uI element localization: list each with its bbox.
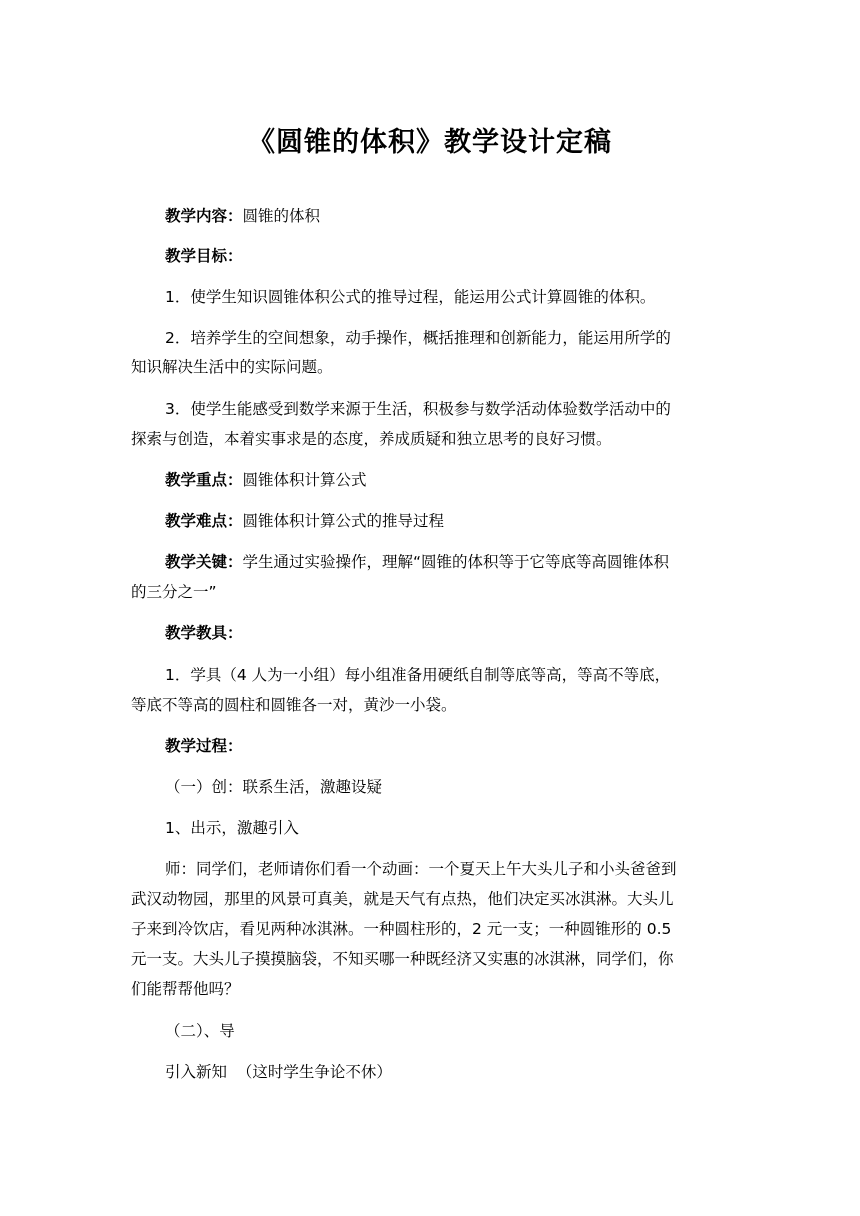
- focus-line: [165, 469, 765, 491]
- process-label: 教学过程：: [165, 737, 243, 755]
- key-line-1: [165, 551, 765, 573]
- story-line-2: 武汉动物园，那里的风景可真美，就是天气有点热，他们决定买冰淇淋。大头儿: [131, 890, 674, 908]
- difficulty-line: [165, 510, 765, 532]
- objective-2-line-2: 知识解决生活中的实际问题。: [131, 358, 333, 376]
- key-label: 教学关键：: [165, 553, 243, 571]
- tools-line-2: 等底不等高的圆柱和圆锥各一对，黄沙一小袋。: [131, 696, 457, 714]
- content-value: 圆锥的体积: [242, 207, 321, 225]
- content-line: [165, 205, 765, 227]
- difficulty-value: 圆锥体积计算公式的推导过程: [242, 512, 445, 530]
- story-line-3: 子来到冷饮店，看见两种冰淇淋。一种圆柱形的，2 元一支；一种圆锥形的 0.5: [131, 920, 672, 938]
- focus-value: 圆锥体积计算公式: [242, 471, 367, 489]
- story-line-4: 元一支。大头儿子摸摸脑袋，不知买哪一种既经济又实惠的冰淇淋，同学们，你: [131, 950, 674, 968]
- story-line-1: 师：同学们，老师请你们看一个动画：一个夏天上午大头儿子和小头爸爸到: [165, 860, 677, 878]
- document-title: 《圆锥的体积》教学设计定稿: [248, 127, 612, 158]
- key-line-2: 的三分之一”: [131, 583, 217, 601]
- section-1-heading: （一）创：联系生活，激趣设疑: [165, 778, 383, 796]
- difficulty-label: 教学难点：: [165, 512, 243, 530]
- content-label: 教学内容：: [165, 207, 243, 225]
- key-value: 学生通过实验操作，理解“圆锥的体积等于它等底等高圆锥体积: [242, 553, 670, 571]
- objective-2-line-1: 2．培养学生的空间想象，动手操作，概括推理和创新能力，能运用所学的: [165, 329, 671, 347]
- intro-line: 引入新知 （这时学生争论不休）: [165, 1063, 392, 1081]
- focus-label: 教学重点：: [165, 471, 243, 489]
- objective-3-line-2: 探索与创造，本着实事求是的态度，养成质疑和独立思考的良好习惯。: [131, 430, 612, 448]
- story-line-5: 们能帮帮他吗？: [131, 980, 240, 998]
- objective-1: 1．使学生知识圆锥体积公式的推导过程，能运用公式计算圆锥的体积。: [165, 288, 656, 306]
- tools-label: 教学教具：: [165, 624, 243, 642]
- tools-line-1: 1．学具（4 人为一小组）每小组准备用硬纸自制等底等高，等高不等底，: [165, 666, 671, 684]
- section-2-heading: （二）、导: [165, 1022, 235, 1040]
- step-1-heading: 1、出示，激趣引入: [165, 819, 299, 837]
- objective-3-line-1: 3．使学生能感受到数学来源于生活，积极参与数学活动体验数学活动中的: [165, 400, 671, 418]
- objectives-label: 教学目标：: [165, 247, 243, 265]
